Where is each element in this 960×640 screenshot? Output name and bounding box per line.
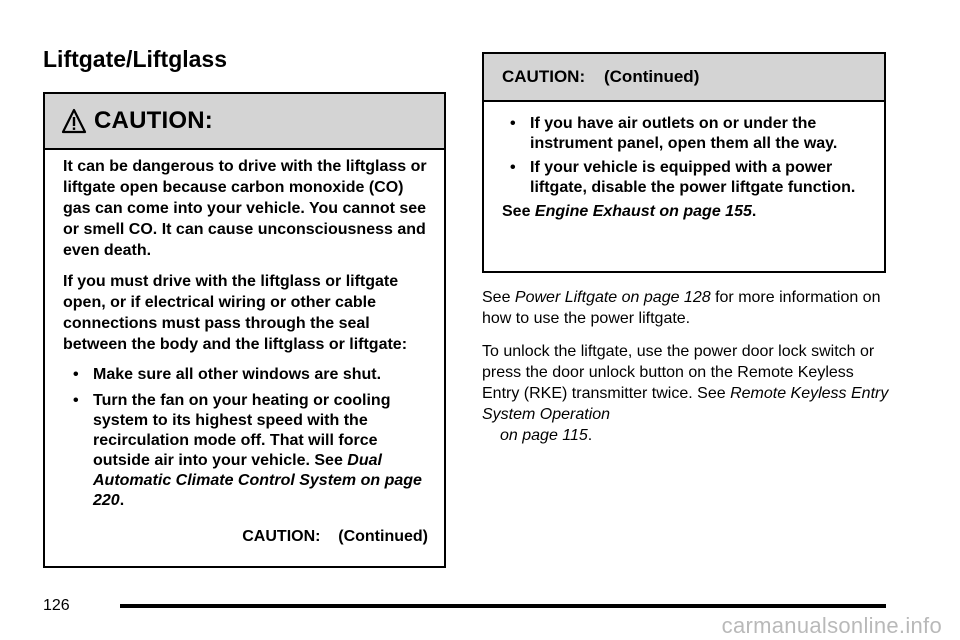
see-end: . xyxy=(751,203,757,220)
text-prefix: See xyxy=(482,289,515,306)
text-rest: for more information on how to use the power liftgate. xyxy=(482,289,881,327)
caution-body xyxy=(45,150,444,511)
bullet-icon: • xyxy=(73,392,79,409)
body-paragraph-2 xyxy=(482,341,892,446)
caution-header xyxy=(45,94,444,150)
caution-bullet-list xyxy=(63,365,428,511)
section-title: Liftgate/Liftglass xyxy=(43,46,228,72)
cross-reference-link[interactable]: Engine Exhaust on page 155 xyxy=(534,203,752,220)
warning-triangle-icon xyxy=(60,107,88,135)
cross-reference-link[interactable]: Dual Automatic Climate Control System on page 220 xyxy=(93,452,422,509)
page-number: 126 xyxy=(43,597,70,614)
watermark: carmanualsonline.info xyxy=(721,613,942,638)
caution-continued-body xyxy=(484,102,884,222)
footer-rule xyxy=(120,604,886,608)
list-item xyxy=(510,158,868,198)
cross-reference-link-page[interactable]: on page 115 xyxy=(500,427,588,444)
cross-reference-link[interactable]: Remote Keyless Entry System Operation xyxy=(482,385,889,423)
cross-reference-link[interactable]: Power Liftgate on page 128 xyxy=(514,289,711,306)
body-text xyxy=(482,287,892,458)
bullet-text: Turn the fan on your heating or cooling system to its highest speed with the recirculation mode off. That will force outside air into your vehicle. See xyxy=(93,392,391,469)
bullet-icon: • xyxy=(510,115,516,132)
bullet-icon: • xyxy=(73,366,79,383)
bullet-text: Make sure all other windows are shut. xyxy=(93,366,382,383)
caution-paragraph-2: If you must drive with the liftglass or liftgate open, or if electrical wiring or other cable connections must pass through the seal between the body and the liftglass or liftgate: xyxy=(63,273,408,353)
bullet-end: . xyxy=(119,492,125,509)
caution-title: CAUTION: xyxy=(94,107,213,134)
list-item xyxy=(73,365,428,385)
caution-paragraph-1: It can be dangerous to drive with the liftglass or liftgate open because carbon monoxide (CO) gas can come into your vehicle. You cannot see or smell CO. It can cause unconsciousness and even death. xyxy=(63,158,427,259)
caution-continued-label: CAUTION: (Continued) xyxy=(242,528,428,545)
list-item xyxy=(73,391,428,511)
body-paragraph-1 xyxy=(482,287,892,329)
caution-continued-header: CAUTION: (Continued) xyxy=(484,54,884,102)
bullet-icon: • xyxy=(510,159,516,176)
caution-continued-box xyxy=(482,52,886,273)
list-item xyxy=(510,114,868,154)
caution-bullet-list xyxy=(502,114,868,198)
see-prefix: See xyxy=(502,203,535,220)
bullet-text: If you have air outlets on or under the instrument panel, open them all the way. xyxy=(530,115,838,152)
text-body: To unlock the liftgate, use the power door lock switch or press the door unlock button on the Remote Keyless Entry (RKE) transmitter twice. See xyxy=(482,343,875,402)
caution-box xyxy=(43,92,446,568)
see-reference-line xyxy=(502,202,868,222)
bullet-text: If your vehicle is equipped with a power liftgate, disable the power liftgate function. xyxy=(530,159,856,196)
text-end: . xyxy=(587,427,593,444)
